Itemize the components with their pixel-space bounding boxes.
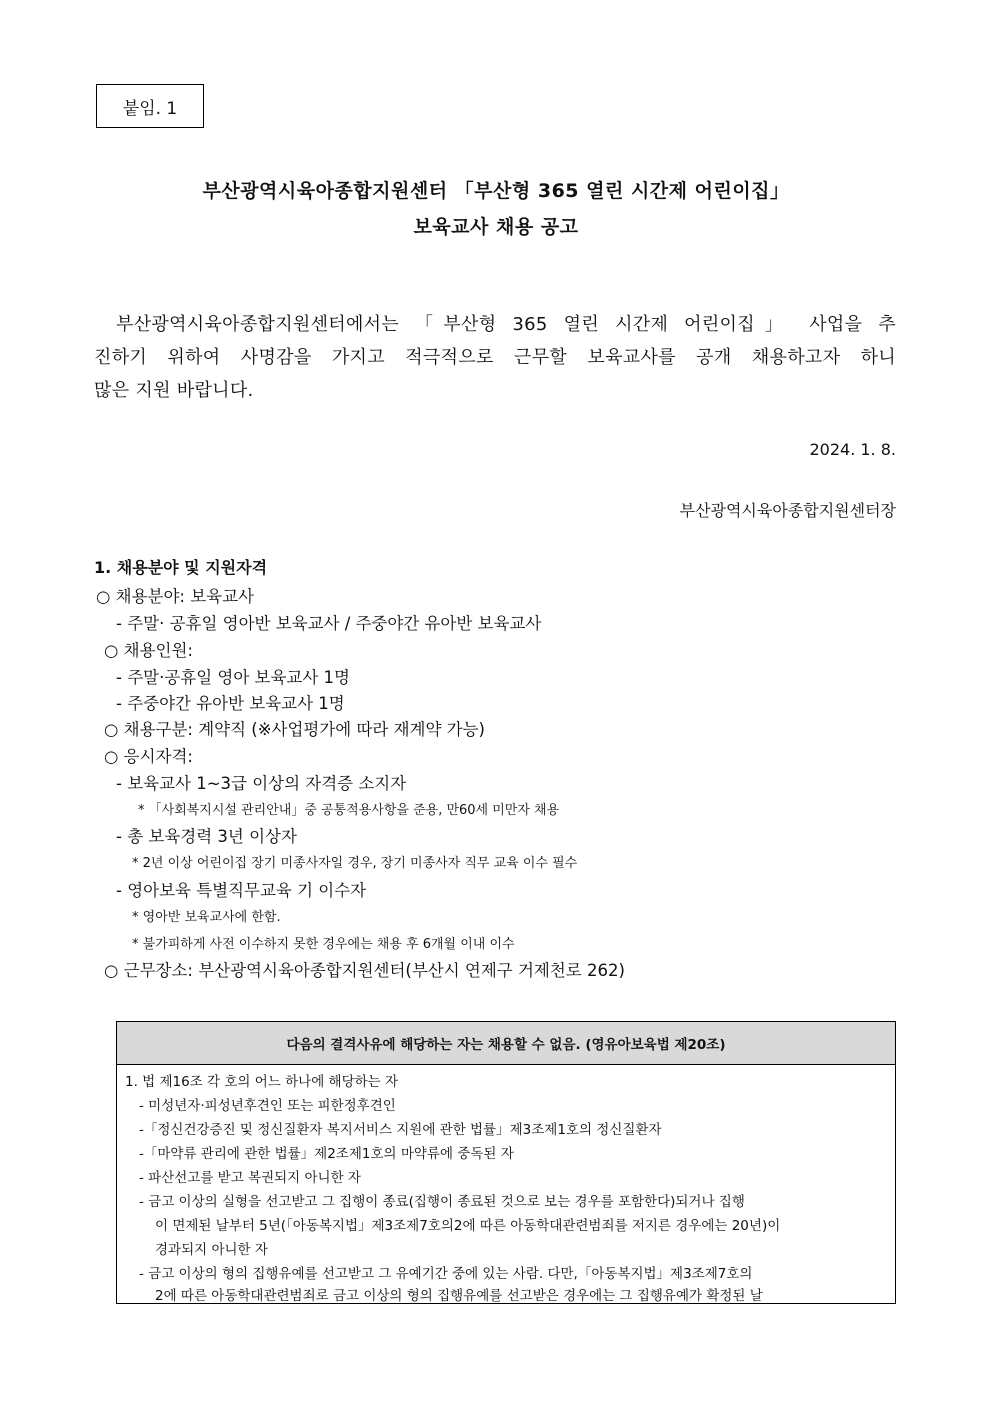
disq-row: 이 면제된 날부터 5년(「아동복지법」제3조제7호의2에 따른 아동학대관련범죄를 저지른 경우에는 20년)이 — [155, 1218, 781, 1234]
field-detail: - 주말· 공휴일 영아반 보육교사 / 주중야간 유아반 보육교사 — [116, 614, 542, 633]
field-line: ○ 채용분야: 보육교사 — [96, 587, 254, 606]
intro-line-1: 부산광역시육아종합지원센터에서는 「부산형 365 열린 시간제 어린이집」 사업을 추 — [116, 314, 896, 335]
intro-line-2: 진하기 위하여 사명감을 가지고 적극적으로 근무할 보육교사를 공개 채용하고자 하니 — [94, 347, 896, 368]
disq-row: 경과되지 아니한 자 — [155, 1242, 268, 1258]
disq-row: - 파산선고를 받고 복권되지 아니한 자 — [139, 1170, 361, 1186]
issuer-name: 부산광역시육아종합지원센터장 — [679, 501, 896, 520]
qualification-training-note-2: * 불가피하게 사전 이수하지 못한 경우에는 채용 후 6개월 이내 이수 — [132, 937, 515, 952]
qualification-training-note-1: * 영아반 보육교사에 한함. — [132, 910, 281, 925]
contract-type-line: ○ 채용구분: 계약직 (※사업평가에 따라 재계약 가능) — [104, 720, 485, 739]
disq-row: -「마약류 관리에 관한 법률」제2조제1호의 마약류에 중독된 자 — [139, 1146, 514, 1162]
disq-row: 2에 따른 아동학대관련범죄로 금고 이상의 형의 집행유예를 선고받은 경우에는 그 집행유예가 확정된 날 — [155, 1288, 763, 1304]
qualification-training: - 영아보육 특별직무교육 기 이수자 — [116, 881, 367, 900]
headcount-infant: - 주말·공휴일 영아 보육교사 1명 — [116, 668, 350, 687]
disq-row: 1. 법 제16조 각 호의 어느 하나에 해당하는 자 — [125, 1074, 399, 1090]
disqualification-table — [116, 1021, 896, 1304]
disq-row: -「정신건강증진 및 정신질환자 복지서비스 지원에 관한 법률」제3조제1호의 정신질환자 — [139, 1122, 662, 1138]
headcount-line: ○ 채용인원: — [104, 641, 193, 660]
disq-row: - 미성년자·피성년후견인 또는 피한정후견인 — [139, 1098, 396, 1114]
workplace-line: ○ 근무장소: 부산광역시육아종합지원센터(부산시 연제구 거제천로 262) — [104, 961, 625, 980]
headcount-child: - 주중야간 유아반 보육교사 1명 — [116, 694, 345, 713]
announcement-date: 2024. 1. 8. — [809, 440, 896, 459]
qualification-experience: - 총 보육경력 3년 이상자 — [116, 827, 297, 846]
qualification-cert: - 보육교사 1~3급 이상의 자격증 소지자 — [116, 774, 407, 793]
section-1-heading: 1. 채용분야 및 지원자격 — [94, 558, 268, 577]
disqualification-header: 다음의 결격사유에 해당하는 자는 채용할 수 없음. (영유아보육법 제20조) — [117, 1022, 895, 1065]
qualification-cert-note: * 「사회복지시설 관리안내」중 공통적용사항을 준용, 만60세 미만자 채용 — [138, 803, 560, 818]
disq-row: - 금고 이상의 형의 집행유예를 선고받고 그 유예기간 중에 있는 사람. 다만,「아동복지법」제3조제7호의 — [139, 1266, 753, 1282]
title-line-2: 보육교사 채용 공고 — [413, 216, 579, 238]
intro-line-3: 많은 지원 바랍니다. — [94, 380, 254, 401]
attachment-label: 붙임. 1 — [96, 84, 204, 128]
qualification-line: ○ 응시자격: — [104, 747, 193, 766]
disq-row: - 금고 이상의 실형을 선고받고 그 집행이 종료(집행이 종료된 것으로 보는 경우를 포함한다)되거나 집행 — [139, 1194, 745, 1210]
qualification-experience-note: * 2년 이상 어린이집 장기 미종사자일 경우, 장기 미종사자 직무 교육 이수 필수 — [132, 856, 578, 871]
title-line-1: 부산광역시육아종합지원센터 「부산형 365 열린 시간제 어린이집」 — [202, 180, 790, 202]
